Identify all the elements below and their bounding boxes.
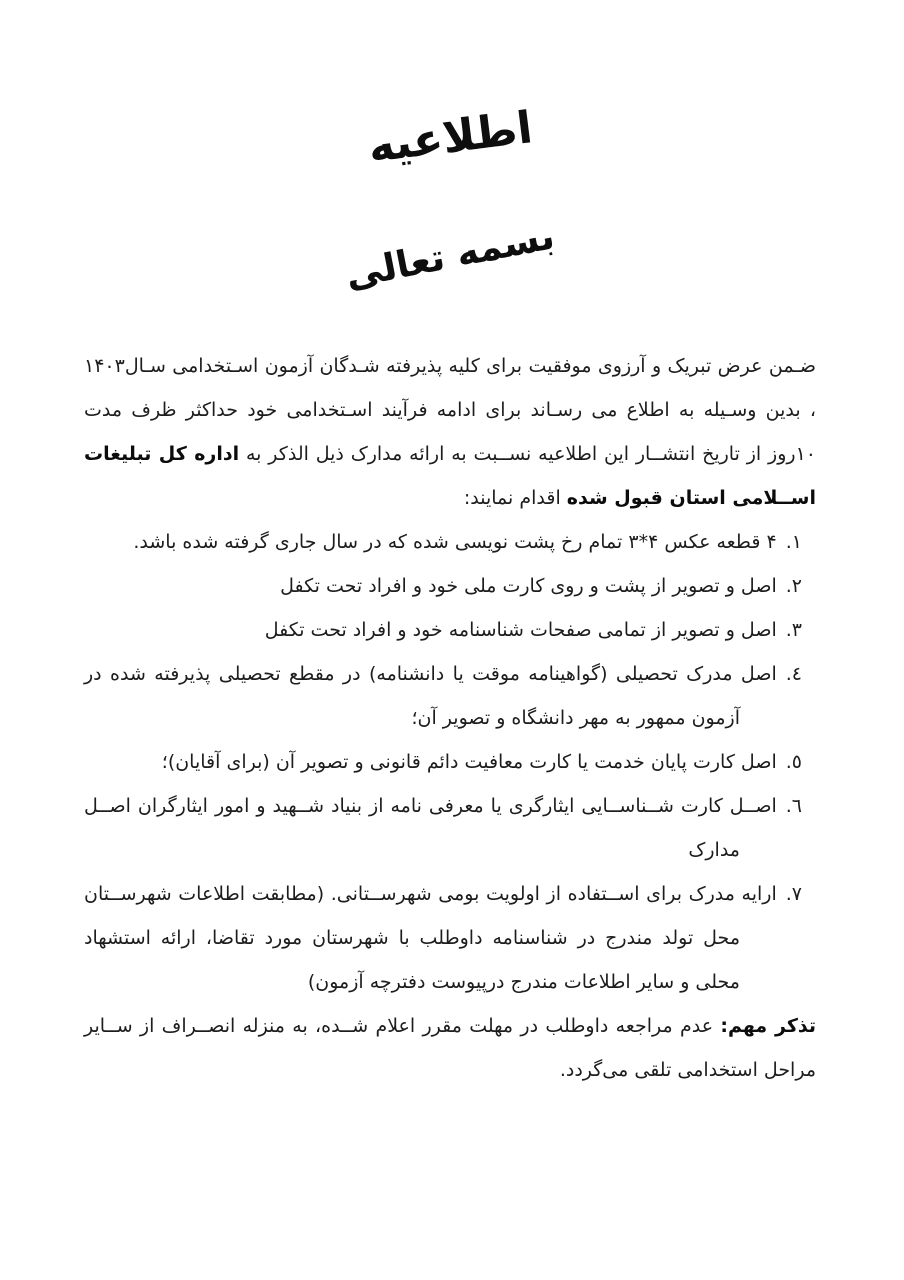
- item-number: ۱.: [785, 531, 802, 553]
- document-body: [84, 344, 816, 1092]
- list-item: [84, 740, 802, 784]
- list-item: [84, 564, 802, 608]
- required-documents-list: [84, 520, 816, 1004]
- note-text: عدم مراجعه داوطلب در مهلت مقرر اعلام شــده، به منزله انصــراف از ســایر مراحل استخدامی تلقی می‌گردد.: [84, 1015, 816, 1081]
- list-item: [84, 608, 802, 652]
- intro-text-before: ضـمن عرض تبریک و آرزوی موفقیت برای کلیه پذیرفته شـدگان آزمون اسـتخدامی سـال۱۴۰۳ ، بدین وسـیله به اطلاع می رسـاند برای ادامه فرآیند اسـتخدامی خود حداکثر ظرف مدت ۱۰روز از تاریخ انتشــار این اطلاعیه نســبت به ارائه مدارک ذیل الذکر به: [84, 355, 816, 465]
- item-number: ۳.: [785, 619, 802, 641]
- list-item: [84, 652, 802, 740]
- item-text: اصل مدرک تحصیلی (گواهینامه موقت یا دانشنامه) در مقطع تحصیلی پذیرفته شده در آزمون ممهور به مهر دانشگاه و تصویر آن؛: [84, 663, 777, 729]
- list-item: [84, 872, 802, 1004]
- item-text: اصــل کارت شــناســایی ایثارگری یا معرفی نامه از بنیاد شــهید و امور ایثارگران اصــل مدارک: [84, 795, 777, 861]
- note-label: تذکر مهم:: [720, 1015, 817, 1037]
- item-text: ۴ قطعه عکس ۴*۳ تمام رخ پشت نویسی شده که در سال جاری گرفته شده باشد.: [133, 531, 777, 553]
- item-text: اصل و تصویر از تمامی صفحات شناسنامه خود و افراد تحت تکفل: [264, 619, 777, 641]
- item-number: ٦.: [785, 795, 802, 817]
- item-number: ٧.: [785, 883, 802, 905]
- item-number: ٥.: [785, 751, 802, 773]
- item-text: ارایه مدرک برای اســتفاده از اولویت بومی شهرســتانی. (مطابقت اطلاعات شهرســتان محل تولد مندرج در شناسنامه داوطلب با شهرستان مورد تقاضا، ارائه استشهاد محلی و سایر اطلاعات مندرج درپیوست دفترچه آزمون): [84, 883, 777, 993]
- list-item: [84, 784, 802, 872]
- intro-paragraph: [84, 344, 816, 520]
- important-note: [84, 1004, 816, 1092]
- intro-bold-office-name: اداره کل تبلیغات اســلامی استان قبول شده: [84, 443, 816, 509]
- item-text: اصل و تصویر از پشت و روی کارت ملی خود و افراد تحت تکفل: [280, 575, 777, 597]
- besmellah-text: بسمه تعالی: [341, 214, 558, 297]
- announcement-title: [84, 102, 816, 208]
- announcement-title-text: اطلاعیه: [365, 102, 535, 173]
- item-number: ۲.: [785, 575, 802, 597]
- list-item: [84, 520, 802, 564]
- intro-text-after: اقدام نمایند:: [463, 487, 567, 509]
- item-text: اصل کارت پایان خدمت یا کارت معافیت دائم قانونی و تصویر آن (برای آقایان)؛: [161, 751, 777, 773]
- besmellah-calligraphy: [84, 214, 816, 320]
- item-number: ٤.: [785, 663, 802, 685]
